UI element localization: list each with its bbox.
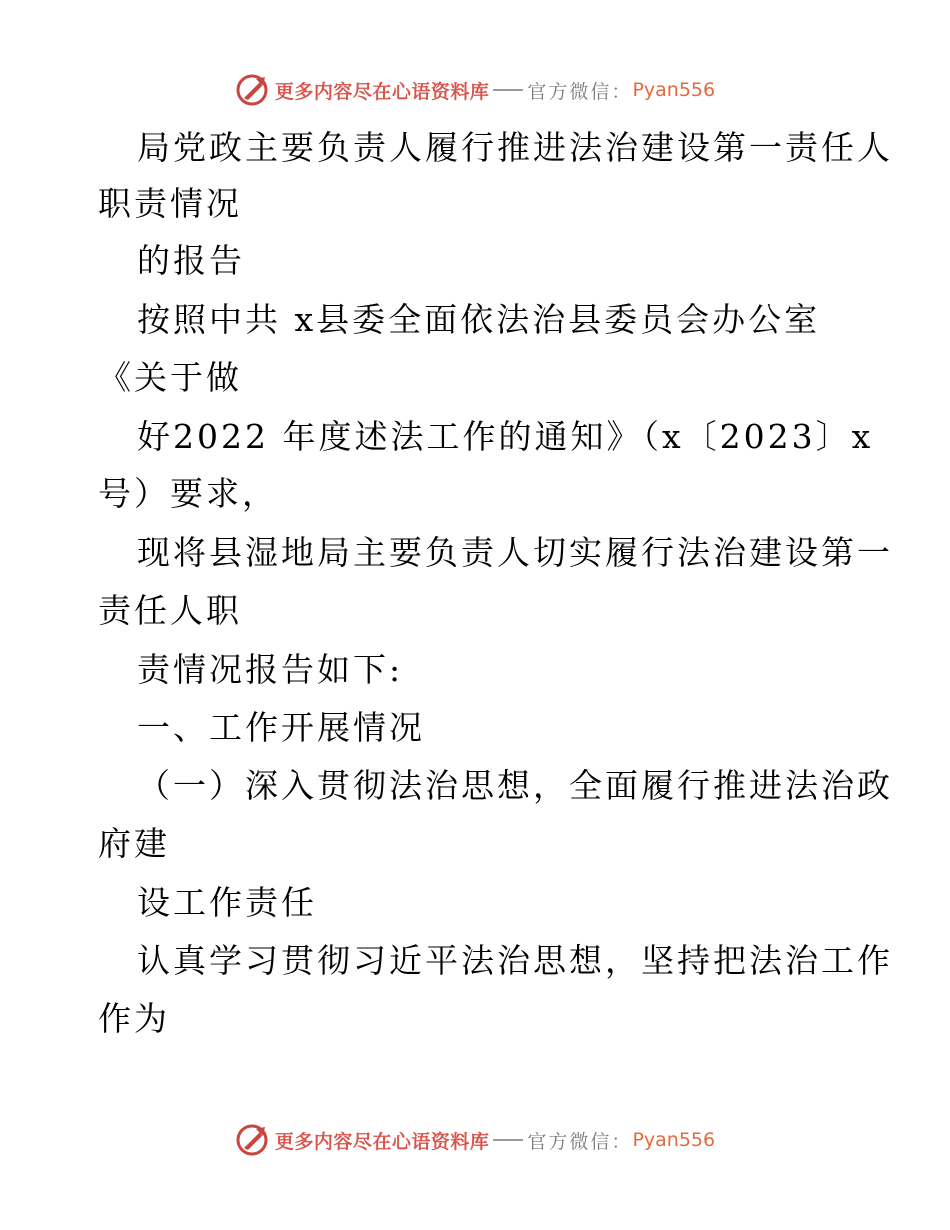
paragraph-line: 现将县湿地局主要负责人切实履行法治建设第一 xyxy=(137,533,893,572)
banner-wechat-label: 官方微信： xyxy=(527,1130,633,1153)
banner-wechat-id: Pyan556 xyxy=(632,1129,716,1151)
banner-title: 更多内容尽在心语资料库 xyxy=(274,80,490,103)
footer-watermark-banner xyxy=(0,1120,950,1160)
subsection-heading-line-3: 设工作责任 xyxy=(137,883,317,922)
paragraph-line: 责情况报告如下: xyxy=(137,650,404,689)
banner-wechat-label: 官方微信： xyxy=(527,80,633,103)
paragraph-line: 认真学习贯彻习近平法治思想，坚持把法治工作 xyxy=(137,941,893,980)
quill-logo-icon xyxy=(235,73,269,107)
paragraph-line: 《关于做 xyxy=(98,358,242,397)
header-watermark-banner xyxy=(0,70,950,110)
banner-divider xyxy=(493,89,523,91)
banner-wechat-id: Pyan556 xyxy=(632,79,716,101)
paragraph-line: 号）要求， xyxy=(98,474,278,513)
title-line-1: 局党政主要负责人履行推进法治建设第一责任人 xyxy=(137,128,893,167)
title-line-3: 的报告 xyxy=(137,241,245,280)
paragraph-line: 按照中共 x县委全面依法治县委员会办公室 xyxy=(137,300,821,339)
subsection-heading-line-2: 府建 xyxy=(98,824,170,863)
section-heading: 一、工作开展情况 xyxy=(137,708,425,747)
paragraph-line: 好2022 年度述法工作的通知》（x〔2023〕x xyxy=(137,417,874,456)
paragraph-line: 责任人职 xyxy=(98,591,242,630)
title-line-2: 职责情况 xyxy=(98,184,242,223)
paragraph-line: 作为 xyxy=(98,999,170,1038)
banner-divider xyxy=(493,1139,523,1141)
banner-title: 更多内容尽在心语资料库 xyxy=(274,1130,490,1153)
quill-logo-icon xyxy=(235,1123,269,1157)
subsection-heading-line-1: （一）深入贯彻法治思想，全面履行推进法治政 xyxy=(137,766,893,805)
